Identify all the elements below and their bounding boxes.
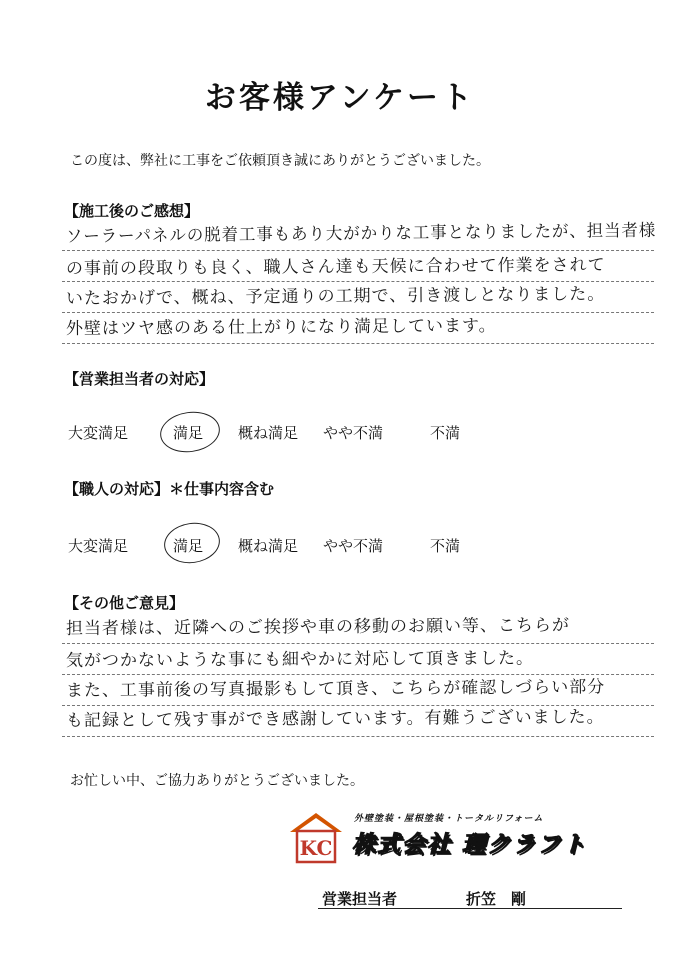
impressions-line-4: 外壁はツヤ感のある仕上がりになり満足しています。	[65, 315, 497, 339]
sales-option-very-satisfied: 大変満足	[68, 424, 129, 442]
company-name: 株式会社 理クラフト	[352, 832, 588, 858]
intro-text: この度は、弊社に工事をご依頼頂き誠にありがとうございました。	[70, 153, 490, 169]
company-tagline: 外壁塗装・屋根塗装・トータルリフォーム	[354, 814, 544, 824]
craftsmen-option-somewhat-dissatisfied: やや不満	[323, 537, 384, 555]
craftsmen-heading: 【職人の対応】＊仕事内容含む	[64, 480, 275, 498]
other-line-4: も記録として残す事ができ感謝しています。有難うございました。	[65, 707, 605, 731]
sales-selected-circle	[158, 408, 223, 456]
craftsmen-option-satisfied: 満足	[173, 537, 204, 555]
other-line-1: 担当者様は、近隣へのご挨拶や車の移動のお願い等、こちらが	[65, 615, 570, 639]
craftsmen-option-mostly-satisfied: 概ね満足	[238, 537, 299, 555]
signature-label: 営業担当者	[322, 890, 398, 908]
sales-option-dissatisfied: 不満	[430, 424, 461, 442]
sales-option-somewhat-dissatisfied: やや不満	[323, 424, 384, 442]
impressions-line-2: の事前の段取りも良く、職人さん達も天候に合わせて作業をされて	[65, 255, 606, 279]
craftsmen-selected-circle	[161, 519, 222, 566]
craftsmen-option-very-satisfied: 大変満足	[68, 537, 129, 555]
sales-option-satisfied: 満足	[173, 424, 204, 442]
svg-text:KC: KC	[299, 836, 333, 860]
craftsmen-option-dissatisfied: 不満	[430, 537, 461, 555]
signature-person: 折笠 剛	[466, 890, 527, 908]
impressions-line-3: いたおかげで、概ね、予定通りの工期で、引き渡しとなりました。	[65, 284, 606, 309]
sales-option-mostly-satisfied: 概ね満足	[238, 424, 299, 442]
page-title: お客様アンケート	[204, 80, 476, 116]
impressions-heading: 【施工後のご感想】	[64, 202, 200, 220]
signature-line	[318, 908, 622, 909]
closing-text: お忙しい中、ご協力ありがとうございました。	[70, 773, 364, 789]
other-heading: 【その他ご意見】	[64, 594, 185, 612]
impressions-line-1: ソーラーパネルの脱着工事もあり大がかりな工事となりましたが、担当者様	[65, 220, 657, 247]
company-logo-icon	[286, 810, 346, 866]
other-line-2: 気がつかないような事にも細やかに対応して頂きました。	[65, 648, 534, 671]
sales-heading: 【営業担当者の対応】	[64, 370, 215, 388]
other-line-3: また、工事前後の写真撮影もして頂き、こちらが確認しづらい部分	[65, 677, 606, 701]
